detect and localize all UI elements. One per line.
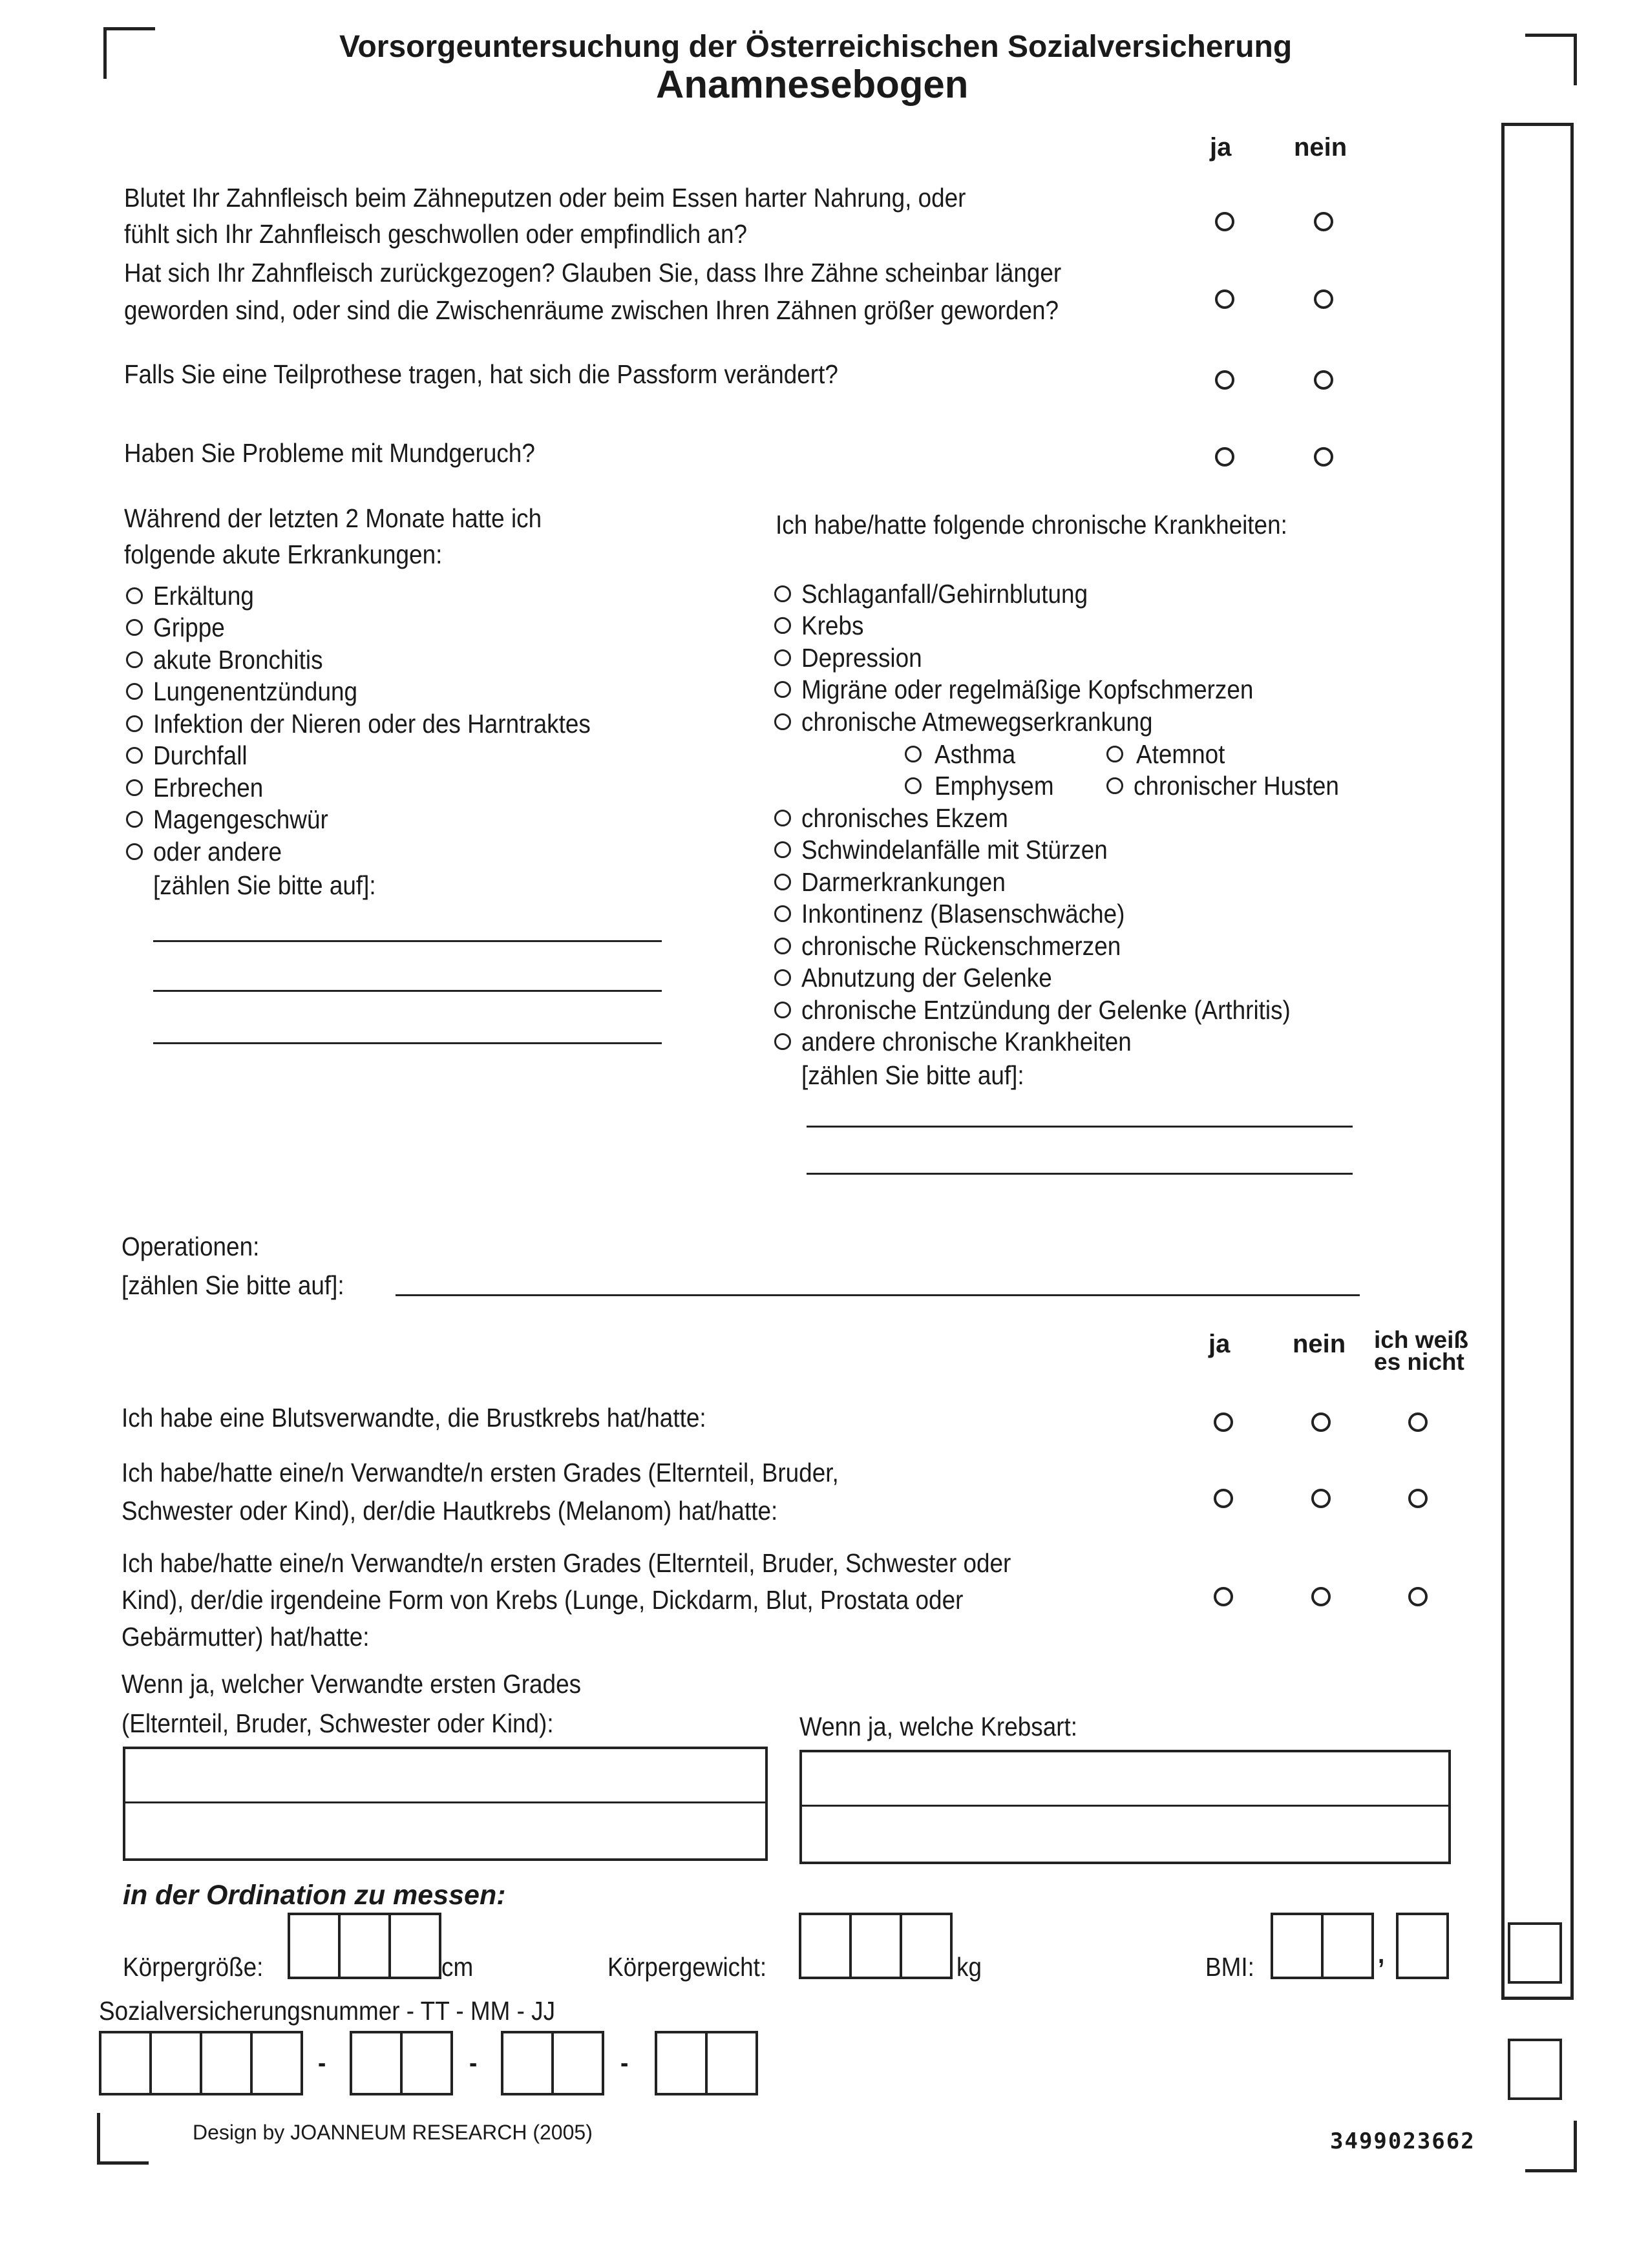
radio-q1-nein[interactable] <box>1314 212 1333 231</box>
chronic-other-line-2[interactable] <box>807 1173 1353 1175</box>
form-id-number: 3499023662 <box>1330 2128 1475 2154</box>
radio-q2-ja[interactable] <box>1215 289 1234 309</box>
corner-mark-top-right <box>1525 34 1577 85</box>
chronic-item: Depression <box>801 643 922 673</box>
question-any-cancer-cont2: Gebärmutter) hat/hatte: <box>121 1622 370 1652</box>
checkbox-chronic-10[interactable] <box>774 938 791 954</box>
chronic-heading: Ich habe/hatte folgende chronische Krankheiten: <box>776 510 1287 540</box>
chronic-item: Schlaganfall/Gehirnblutung <box>801 579 1088 609</box>
corner-mark-top-left <box>103 27 155 79</box>
height-digit-2[interactable] <box>338 1913 391 1979</box>
form-header-title: Vorsorgeuntersuchung der Österreichischen Sozialversicherung <box>339 30 1293 64</box>
checkbox-chronic-6[interactable] <box>774 810 791 826</box>
ssn-digit-3[interactable] <box>200 2031 253 2095</box>
bmi-separator: , <box>1378 1939 1385 1969</box>
radio-f3-ja[interactable] <box>1214 1587 1233 1606</box>
question-gum-recession: Hat sich Ihr Zahnfleisch zurückgezogen? Glauben Sie, dass Ihre Zähne scheinbar länger <box>124 258 1062 288</box>
chronic-sub-item: Emphysem <box>935 771 1054 801</box>
checkbox-sub-husten[interactable] <box>1106 777 1123 794</box>
height-digit-3[interactable] <box>388 1913 441 1979</box>
acute-heading: Während der letzten 2 Monate hatte ich <box>124 503 542 533</box>
chronic-other-line-1[interactable] <box>807 1126 1353 1128</box>
radio-q3-ja[interactable] <box>1215 370 1234 390</box>
bmi-decimal[interactable] <box>1396 1913 1449 1979</box>
checkbox-acute-4[interactable] <box>126 683 143 700</box>
relative-label: Wenn ja, welcher Verwandte ersten Grades <box>121 1669 582 1699</box>
cancer-type-label: Wenn ja, welche Krebsart: <box>799 1712 1078 1741</box>
radio-f1-ja[interactable] <box>1214 1412 1233 1432</box>
chronic-item: chronisches Ekzem <box>801 803 1008 833</box>
corner-mark-bottom-right <box>1525 2121 1577 2172</box>
cancer-type-input-divider <box>801 1805 1450 1807</box>
chronic-item: chronische Atmewegserkrankung <box>801 707 1153 737</box>
chronic-item: Schwindelanfälle mit Stürzen <box>801 835 1108 865</box>
bmi-digit-2[interactable] <box>1321 1913 1374 1979</box>
col-header-unknown: ich weiß <box>1374 1327 1468 1353</box>
checkbox-chronic-9[interactable] <box>774 905 791 922</box>
ssn-day-2[interactable] <box>400 2031 453 2095</box>
ssn-dash-2: - <box>469 2048 478 2077</box>
checkbox-acute-5[interactable] <box>126 715 143 732</box>
relative-input-divider <box>124 1801 766 1803</box>
col-header-nein-family: nein <box>1293 1330 1346 1358</box>
checkbox-chronic-4[interactable] <box>774 681 791 698</box>
chronic-item: Inkontinenz (Blasenschwäche) <box>801 899 1125 929</box>
weight-unit: kg <box>956 1952 982 1982</box>
ssn-label: Sozialversicherungsnummer - TT - MM - JJ <box>99 1996 556 2026</box>
weight-digit-2[interactable] <box>849 1913 902 1979</box>
chronic-sub-item: chronischer Husten <box>1134 771 1339 801</box>
form-subtitle: Anamnesebogen <box>656 63 969 106</box>
checkbox-chronic-1[interactable] <box>774 585 791 602</box>
ssn-day-1[interactable] <box>350 2031 403 2095</box>
acute-item: Erbrechen <box>153 773 264 803</box>
chronic-item: chronische Entzündung der Gelenke (Arthritis) <box>801 995 1291 1025</box>
chronic-item: chronische Rückenschmerzen <box>801 931 1121 961</box>
chronic-item: Migräne oder regelmäßige Kopfschmerzen <box>801 675 1254 704</box>
question-gum-bleeding-cont: fühlt sich Ihr Zahnfleisch geschwollen oder empfindlich an? <box>124 219 748 249</box>
question-melanoma-cont: Schwester oder Kind), der/die Hautkrebs (Melanom) hat/hatte: <box>121 1496 778 1526</box>
col-header-nein: nein <box>1294 133 1347 162</box>
acute-list-prompt: [zählen Sie bitte auf]: <box>153 870 376 900</box>
weight-digit-3[interactable] <box>900 1913 953 1979</box>
acute-item: Grippe <box>153 613 225 642</box>
ssn-dash-3: - <box>620 2048 629 2077</box>
checkbox-acute-1[interactable] <box>126 587 143 604</box>
question-melanoma: Ich habe/hatte eine/n Verwandte/n ersten Grades (Elternteil, Bruder, <box>121 1458 839 1487</box>
question-gum-bleeding: Blutet Ihr Zahnfleisch beim Zähneputzen oder beim Essen harter Nahrung, oder <box>124 183 966 213</box>
acute-item: akute Bronchitis <box>153 645 323 675</box>
radio-q4-ja[interactable] <box>1215 447 1234 467</box>
acute-heading-cont: folgende akute Erkrankungen: <box>124 540 443 569</box>
measure-heading: in der Ordination zu messen: <box>123 1880 506 1911</box>
col-header-ja: ja <box>1210 133 1232 162</box>
checkbox-chronic-11[interactable] <box>774 969 791 986</box>
checkbox-sub-atemnot[interactable] <box>1106 746 1123 762</box>
checkbox-acute-3[interactable] <box>126 651 143 668</box>
checkbox-acute-7[interactable] <box>126 779 143 796</box>
checkbox-acute-8[interactable] <box>126 811 143 828</box>
ssn-year-1[interactable] <box>655 2031 708 2095</box>
ssn-month-1[interactable] <box>501 2031 554 2095</box>
question-any-cancer: Ich habe/hatte eine/n Verwandte/n ersten Grades (Elternteil, Bruder, Schwester oder <box>121 1548 1011 1578</box>
ssn-year-2[interactable] <box>705 2031 758 2095</box>
checkbox-chronic-2[interactable] <box>774 617 791 634</box>
radio-f2-ja[interactable] <box>1214 1489 1233 1508</box>
checkbox-chronic-12[interactable] <box>774 1002 791 1018</box>
acute-other-line-2[interactable] <box>153 990 662 992</box>
checkbox-acute-9[interactable] <box>126 843 143 860</box>
footer-credit: Design by JOANNEUM RESEARCH (2005) <box>193 2121 593 2144</box>
radio-f1-unknown[interactable] <box>1408 1412 1428 1432</box>
radio-f1-nein[interactable] <box>1311 1412 1331 1432</box>
radio-f3-unknown[interactable] <box>1408 1587 1428 1606</box>
chronic-item: Krebs <box>801 611 864 640</box>
margin-check-box-2[interactable] <box>1508 2039 1562 2100</box>
ssn-digit-1[interactable] <box>99 2031 152 2095</box>
operations-prompt: [zählen Sie bitte auf]: <box>121 1270 344 1300</box>
checkbox-chronic-3[interactable] <box>774 649 791 666</box>
question-bad-breath: Haben Sie Probleme mit Mundgeruch? <box>124 438 535 468</box>
bmi-label: BMI: <box>1205 1952 1254 1982</box>
chronic-sub-item: Atemnot <box>1136 739 1225 769</box>
margin-check-box-1[interactable] <box>1508 1922 1562 1984</box>
margin-column-frame <box>1501 123 1574 2000</box>
checkbox-chronic-5[interactable] <box>774 713 791 730</box>
acute-item: oder andere <box>153 837 282 866</box>
operations-line[interactable] <box>396 1294 1360 1296</box>
checkbox-sub-emphysem[interactable] <box>905 777 922 794</box>
chronic-item: Darmerkrankungen <box>801 867 1006 897</box>
radio-q3-nein[interactable] <box>1314 370 1333 390</box>
weight-digit-1[interactable] <box>799 1913 852 1979</box>
radio-f3-nein[interactable] <box>1311 1587 1331 1606</box>
checkbox-chronic-8[interactable] <box>774 874 791 890</box>
chronic-item: andere chronische Krankheiten <box>801 1027 1132 1056</box>
chronic-item: Abnutzung der Gelenke <box>801 963 1052 992</box>
radio-q4-nein[interactable] <box>1314 447 1333 467</box>
ssn-digit-4[interactable] <box>250 2031 303 2095</box>
ssn-digit-2[interactable] <box>149 2031 202 2095</box>
operations-label: Operationen: <box>121 1232 260 1261</box>
height-unit: cm <box>441 1952 474 1982</box>
acute-other-line-3[interactable] <box>153 1042 662 1044</box>
question-breast-cancer: Ich habe eine Blutsverwandte, die Brustkrebs hat/hatte: <box>121 1403 706 1433</box>
height-label: Körpergröße: <box>123 1952 264 1982</box>
acute-other-line-1[interactable] <box>153 940 662 942</box>
col-header-unknown-cont: es nicht <box>1374 1349 1464 1375</box>
question-any-cancer-cont: Kind), der/die irgendeine Form von Krebs (Lunge, Dickdarm, Blut, Prostata oder <box>121 1585 964 1615</box>
checkbox-acute-2[interactable] <box>126 619 143 636</box>
acute-item: Erkältung <box>153 581 254 611</box>
acute-item: Infektion der Nieren oder des Harntraktes <box>153 709 591 739</box>
cancer-type-input-box[interactable] <box>799 1750 1451 1864</box>
acute-item: Lungenentzündung <box>153 677 358 706</box>
acute-item: Durchfall <box>153 740 248 770</box>
checkbox-chronic-7[interactable] <box>774 841 791 858</box>
checkbox-chronic-13[interactable] <box>774 1033 791 1050</box>
relative-input-box[interactable] <box>123 1747 768 1861</box>
ssn-dash-1: - <box>318 2048 326 2077</box>
acute-item: Magengeschwür <box>153 804 328 834</box>
height-digit-1[interactable] <box>288 1913 341 1979</box>
radio-q2-nein[interactable] <box>1314 289 1333 309</box>
checkbox-acute-6[interactable] <box>126 747 143 764</box>
ssn-month-2[interactable] <box>551 2031 604 2095</box>
checkbox-sub-asthma[interactable] <box>905 746 922 762</box>
corner-mark-bottom-left <box>97 2113 149 2165</box>
weight-label: Körpergewicht: <box>607 1952 767 1982</box>
bmi-digit-1[interactable] <box>1271 1913 1324 1979</box>
chronic-sub-item: Asthma <box>935 739 1016 769</box>
radio-f2-nein[interactable] <box>1311 1489 1331 1508</box>
col-header-ja-family: ja <box>1209 1330 1231 1358</box>
question-prosthesis-fit: Falls Sie eine Teilprothese tragen, hat sich die Passform verändert? <box>124 359 838 389</box>
relative-label-cont: (Elternteil, Bruder, Schwester oder Kind): <box>121 1708 554 1738</box>
radio-f2-unknown[interactable] <box>1408 1489 1428 1508</box>
chronic-list-prompt: [zählen Sie bitte auf]: <box>801 1060 1024 1090</box>
question-gum-recession-cont: geworden sind, oder sind die Zwischenräume zwischen Ihren Zähnen größer geworden? <box>124 295 1059 325</box>
radio-q1-ja[interactable] <box>1215 212 1234 231</box>
